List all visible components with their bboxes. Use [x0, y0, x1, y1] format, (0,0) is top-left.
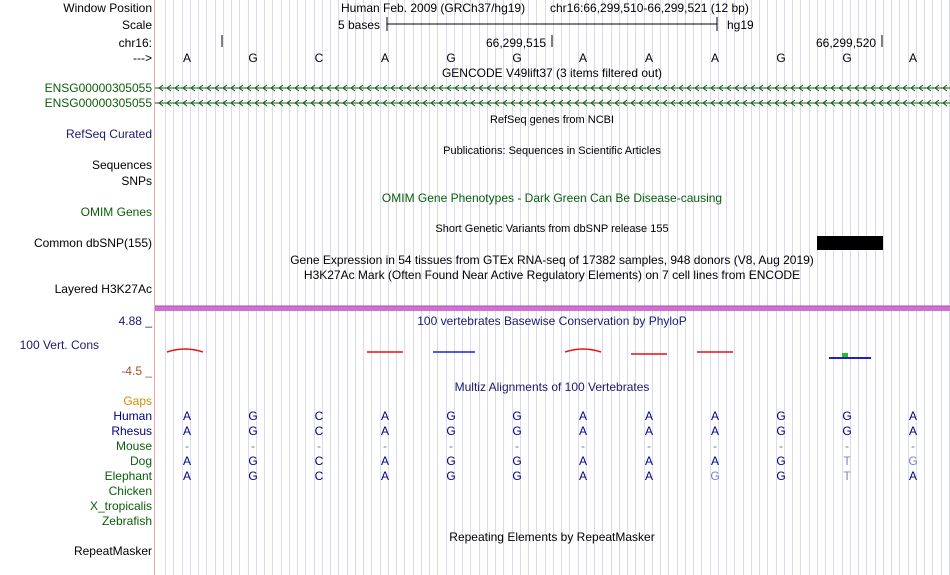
sequence-base: C [314, 51, 324, 65]
aligned-base: A [578, 409, 588, 423]
aligned-base: - [251, 439, 255, 453]
aligned-base: G [710, 469, 720, 483]
aligned-base: G [842, 409, 852, 423]
aligned-base: G [248, 454, 258, 468]
aligned-base: A [710, 454, 720, 468]
track-label-gaps[interactable]: Gaps [123, 394, 152, 408]
aligned-base: T [843, 454, 851, 468]
sequence-base: A [380, 51, 390, 65]
aligned-base: A [578, 424, 588, 438]
species-label: Chicken [108, 484, 152, 498]
track-label-sequences[interactable]: Sequences [91, 158, 152, 172]
aligned-base: A [578, 454, 588, 468]
aligned-base: G [512, 424, 522, 438]
track-label-snps[interactable]: SNPs [121, 174, 152, 188]
aligned-base: G [248, 424, 258, 438]
gene-feature-2[interactable] [155, 100, 950, 106]
cons-scale-max: 4.88 _ [118, 314, 152, 328]
position-readout: chr16:66,299,510-66,299,521 (12 bp) [550, 1, 749, 15]
aligned-base: - [845, 439, 849, 453]
aligned-base: - [581, 439, 585, 453]
aligned-base: - [383, 439, 387, 453]
species-label: Zebrafish [101, 514, 152, 528]
aligned-base: - [713, 439, 717, 453]
gene-feature-1[interactable] [155, 85, 950, 91]
sequence-base: A [710, 51, 720, 65]
aligned-base: A [644, 409, 654, 423]
strand-label: ---> [133, 51, 152, 65]
aligned-base: C [314, 469, 324, 483]
aligned-base: - [449, 439, 453, 453]
aligned-base: A [578, 469, 588, 483]
aligned-base: A [380, 409, 390, 423]
species-label: Dog [129, 454, 152, 468]
aligned-base: - [185, 439, 189, 453]
refseq-track-title: RefSeq genes from NCBI [489, 114, 615, 126]
species-label: Human [113, 409, 152, 423]
species-label: Mouse [115, 439, 152, 453]
aligned-base: C [314, 409, 324, 423]
dbsnp-track-title: Short Genetic Variants from dbSNP release 155 [435, 223, 669, 235]
aligned-base: A [182, 424, 192, 438]
assembly-title: Human Feb. 2009 (GRCh37/hg19) [341, 1, 526, 15]
aligned-base: A [644, 454, 654, 468]
track-label-gene-1[interactable]: ENSG00000305055 [44, 81, 152, 95]
sequence-base: A [908, 51, 918, 65]
cons-scale-min: -4.5 _ [121, 364, 152, 378]
species-label: Rhesus [111, 424, 152, 438]
track-label-dbsnp[interactable]: Common dbSNP(155) [33, 236, 152, 250]
sequence-base: G [512, 51, 522, 65]
aligned-base: - [317, 439, 321, 453]
sequence-base: A [578, 51, 588, 65]
aligned-base: A [644, 424, 654, 438]
gencode-track-title: GENCODE V49lift37 (3 items filtered out) [441, 66, 663, 80]
h3k27ac-signal[interactable] [155, 306, 950, 311]
sequence-base: G [248, 51, 258, 65]
aligned-base: A [380, 454, 390, 468]
aligned-base: A [908, 469, 918, 483]
h3k27ac-track-title: H3K27Ac Mark (Often Found Near Active Regulatory Elements) on 7 cell lines from ENCODE [303, 268, 801, 282]
aligned-base: - [779, 439, 783, 453]
aligned-base: - [647, 439, 651, 453]
aligned-base: G [446, 454, 456, 468]
window-position-label: Window Position [63, 1, 152, 15]
position-tick-2: 66,299,520 [816, 36, 877, 50]
aligned-base: A [710, 424, 720, 438]
track-labels-panel [0, 0, 154, 575]
aligned-base: A [182, 409, 192, 423]
aligned-base: G [512, 454, 522, 468]
track-label-cons[interactable]: 100 Vert. Cons [19, 338, 99, 352]
track-label-gene-2[interactable]: ENSG00000305055 [44, 96, 152, 110]
aligned-base: A [380, 469, 390, 483]
chrom-label: chr16: [118, 36, 152, 50]
aligned-base: G [446, 409, 456, 423]
track-label-refseq[interactable]: RefSeq Curated [65, 127, 152, 141]
sequence-base: A [644, 51, 654, 65]
position-tick-1: 66,299,515 [486, 36, 547, 50]
track-label-h3k27ac[interactable]: Layered H3K27Ac [54, 282, 152, 296]
aligned-base: G [776, 454, 786, 468]
dbsnp-variant-block[interactable] [817, 236, 883, 250]
track-label-repeatmasker[interactable]: RepeatMasker [73, 544, 152, 558]
repeatmasker-track-title: Repeating Elements by RepeatMasker [449, 530, 655, 544]
aligned-base: A [182, 469, 192, 483]
aligned-base: G [512, 409, 522, 423]
aligned-base: G [842, 424, 852, 438]
scale-bar [387, 17, 717, 31]
aligned-base: G [248, 409, 258, 423]
track-label-omim[interactable]: OMIM Genes [80, 205, 152, 219]
aligned-base: - [515, 439, 519, 453]
gtex-track-title: Gene Expression in 54 tissues from GTEx RNA-seq of 17382 samples, 948 donors (V8, Aug 2019) [290, 253, 814, 267]
species-label: X_tropicalis [89, 499, 152, 513]
aligned-base: A [908, 409, 918, 423]
sequence-base: G [842, 51, 852, 65]
aligned-base: G [908, 454, 918, 468]
aligned-base: A [182, 454, 192, 468]
aligned-base: G [776, 409, 786, 423]
phylop-track-title: 100 vertebrates Basewise Conservation by PhyloP [417, 314, 687, 328]
track-graphics [155, 0, 950, 575]
aligned-base: C [314, 454, 324, 468]
aligned-base: G [776, 424, 786, 438]
multiz-track-title: Multiz Alignments of 100 Vertebrates [454, 380, 650, 394]
aligned-base: G [776, 469, 786, 483]
scale-label: Scale [121, 18, 152, 32]
aligned-base: A [908, 424, 918, 438]
aligned-base: - [911, 439, 915, 453]
sequence-base: A [182, 51, 192, 65]
publications-track-title: Publications: Sequences in Scientific Articles [443, 145, 661, 157]
aligned-base: C [314, 424, 324, 438]
scale-db: hg19 [727, 18, 754, 32]
aligned-base: G [512, 469, 522, 483]
sequence-base: G [776, 51, 786, 65]
aligned-base: A [644, 469, 654, 483]
species-label: Elephant [104, 469, 152, 483]
aligned-base: A [710, 409, 720, 423]
aligned-base: G [446, 424, 456, 438]
aligned-base: G [248, 469, 258, 483]
phylop-signal[interactable] [167, 349, 871, 358]
aligned-base: A [380, 424, 390, 438]
sequence-base: G [446, 51, 456, 65]
scale-bases: 5 bases [338, 18, 381, 32]
track-display-area[interactable] [155, 0, 950, 575]
omim-track-title: OMIM Gene Phenotypes - Dark Green Can Be Disease-causing [381, 191, 723, 205]
aligned-base: T [843, 469, 851, 483]
aligned-base: G [446, 469, 456, 483]
